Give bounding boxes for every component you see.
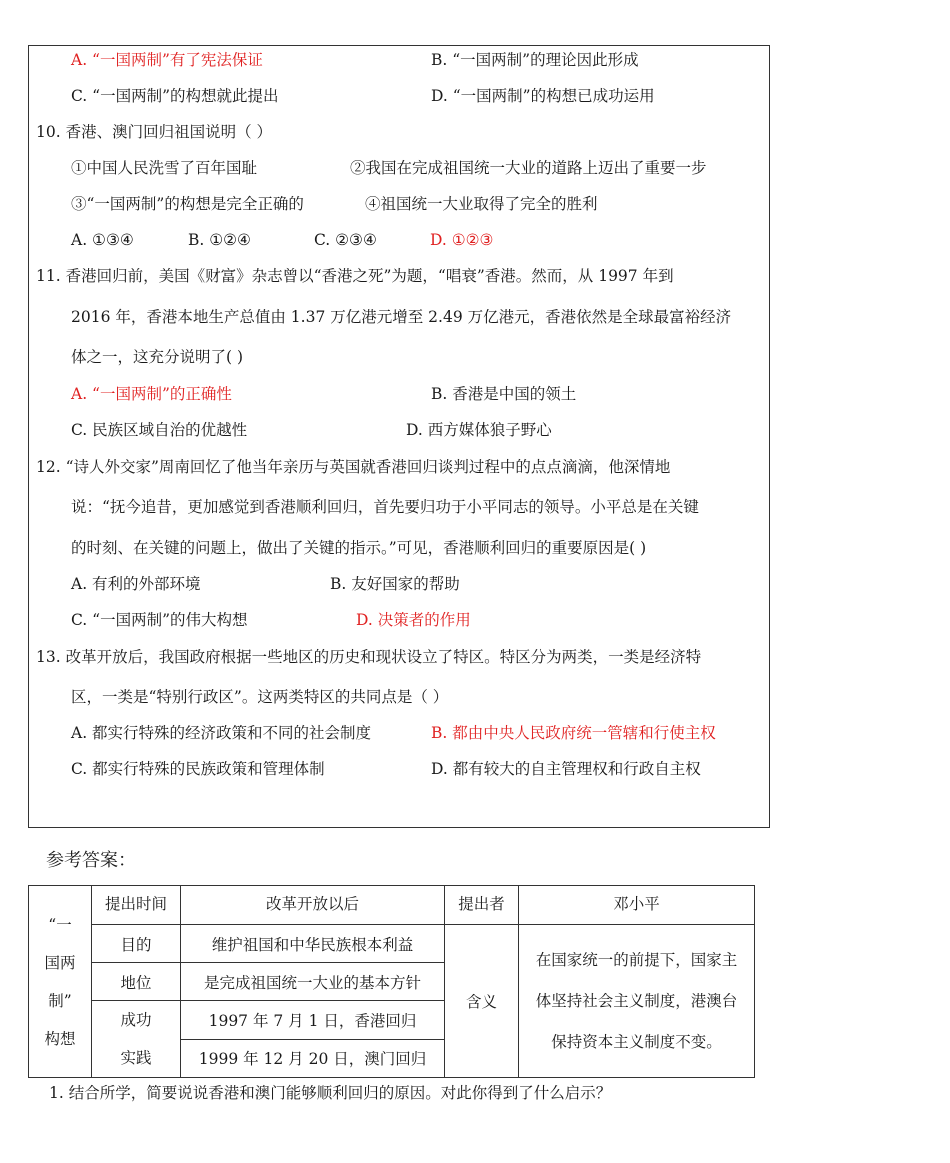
q9-option-c: C. “一国两制”的构想就此提出 <box>71 87 279 105</box>
q10-item-2: ②我国在完成祖国统一大业的道路上迈出了重要一步 <box>350 159 707 177</box>
q13-line-1: 13. 改革开放后，我国政府根据一些地区的历史和现状设立了特区。特区分为两类，一类是经济特 <box>36 648 702 666</box>
q10-option-a: A. ①③④ <box>71 231 134 249</box>
q13-line-2: 区，一类是“特别行政区”。这两类特区的共同点是（ ） <box>71 688 449 706</box>
q9-option-d: D. “一国两制”的构想已成功运用 <box>431 87 655 105</box>
proposer-value: 邓小平 <box>519 886 755 925</box>
q13-option-b: B. 都由中央人民政府统一管辖和行使主权 <box>431 724 716 742</box>
meaning-label: 含义 <box>445 925 519 1078</box>
q11-option-c: C. 民族区域自治的优越性 <box>71 421 248 439</box>
q10-stem: 10. 香港、澳门回归祖国说明（ ） <box>36 123 273 141</box>
q10-option-b: B. ①②④ <box>188 231 251 249</box>
q10-option-c: C. ②③④ <box>314 231 377 249</box>
practice-value-hongkong: 1997 年 7 月 1 日，香港回归 <box>181 1001 445 1040</box>
q11-line-2: 2016 年，香港本地生产总值由 1.37 万亿港元增至 2.49 万亿港元，香港依然是全球最富裕经济 <box>71 308 732 326</box>
q9-option-b: B. “一国两制”的理论因此形成 <box>431 51 639 69</box>
q11-option-a: A. “一国两制”的正确性 <box>71 385 232 403</box>
q10-item-1: ①中国人民洗雪了百年国耻 <box>71 159 258 177</box>
answer-section-label: 参考答案： <box>46 850 136 871</box>
q10-item-4: ④祖国统一大业取得了完全的胜利 <box>365 195 598 213</box>
q11-option-d: D. 西方媒体狼子野心 <box>406 421 552 439</box>
q12-option-c: C. “一国两制”的伟大构想 <box>71 611 248 629</box>
q13-option-c: C. 都实行特殊的民族政策和管理体制 <box>71 760 325 778</box>
purpose-value: 维护祖国和中华民族根本利益 <box>181 925 445 963</box>
follow-up-question: 1. 结合所学，简要说说香港和澳门能够顺利回归的原因。对此你得到了什么启示？ <box>49 1084 612 1102</box>
q12-option-b: B. 友好国家的帮助 <box>330 575 460 593</box>
answer-table <box>28 885 755 1078</box>
status-label: 地位 <box>92 963 181 1001</box>
meaning-value: 在国家统一的前提下，国家主 体坚持社会主义制度，港澳台 保持资本主义制度不变。 <box>519 925 755 1078</box>
purpose-label: 目的 <box>92 925 181 963</box>
q10-option-d: D. ①②③ <box>430 231 494 249</box>
q9-option-a: A. “一国两制”有了宪法保证 <box>71 51 263 69</box>
proposed-time-label: 提出时间 <box>92 886 181 925</box>
practice-value-macau: 1999 年 12 月 20 日，澳门回归 <box>181 1039 445 1078</box>
q11-line-1: 11. 香港回归前，美国《财富》杂志曾以“香港之死”为题，“唱衰”香港。然而，从 1997 年到 <box>36 267 674 285</box>
concept-cell: “一 国两 制” 构想 <box>29 886 92 1078</box>
q12-line-1: 12. “诗人外交家”周南回忆了他当年亲历与英国就香港回归谈判过程中的点点滴滴，他深情地 <box>36 458 671 476</box>
practice-label: 成功 实践 <box>92 1001 181 1078</box>
status-value: 是完成祖国统一大业的基本方针 <box>181 963 445 1001</box>
q11-line-3: 体之一，这充分说明了( ) <box>71 348 244 366</box>
q12-line-3: 的时刻、在关键的问题上，做出了关键的指示。”可见，香港顺利回归的重要原因是( ) <box>71 539 647 557</box>
q13-option-d: D. 都有较大的自主管理权和行政自主权 <box>431 760 701 778</box>
proposer-label: 提出者 <box>445 886 519 925</box>
q12-option-d: D. 决策者的作用 <box>356 611 471 629</box>
q11-option-b: B. 香港是中国的领土 <box>431 385 577 403</box>
q12-line-2: 说：“抚今追昔，更加感觉到香港顺利回归，首先要归功于小平同志的领导。小平总是在关键 <box>71 498 699 516</box>
proposed-time-value: 改革开放以后 <box>181 886 445 925</box>
q13-option-a: A. 都实行特殊的经济政策和不同的社会制度 <box>71 724 372 742</box>
q10-item-3: ③“一国两制”的构想是完全正确的 <box>71 195 304 213</box>
q12-option-a: A. 有利的外部环境 <box>71 575 201 593</box>
